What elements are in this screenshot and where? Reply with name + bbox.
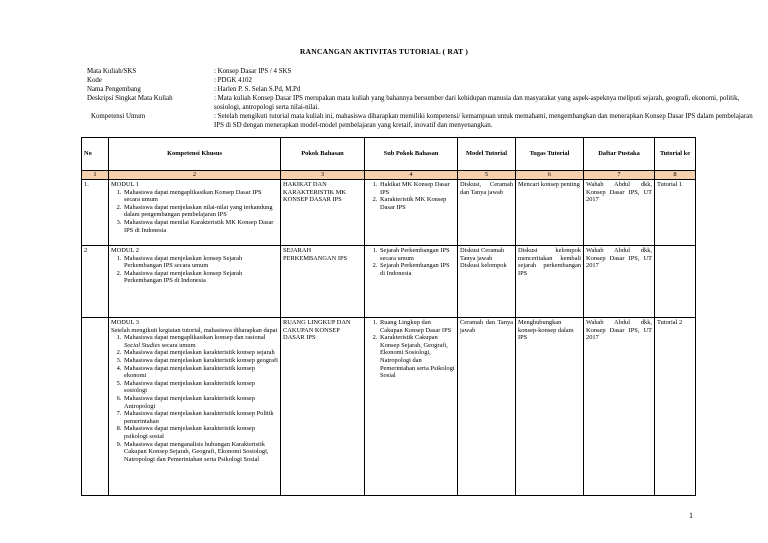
module-title: MODUL 2 — [111, 247, 139, 254]
model-tutorial-cell: Diskusi, Ceramah dan Tanya jawab — [458, 180, 516, 246]
sub-topic-list — [367, 319, 455, 380]
list-item: 2. Mahasiswa dapat menjelaskan karakteristik konsep sejarah — [123, 349, 278, 357]
header-pokok-bahasan: Pokok Bahasan — [281, 138, 365, 171]
model-tutorial-cell: Diskusi Ceramah Tanya jawab Diskusi kelompok — [458, 246, 516, 318]
row-no: 2 — [82, 246, 109, 318]
list-item: 9. Mahasiswa dapat menganalisis hubungan Karakteristik Cakupan Konsep Sejarah, Geografi, Ekonomi Sosiologi, Natropologi dan Pemerintahan serta Psikologi Sosial — [123, 441, 278, 464]
column-number: 5 — [458, 171, 516, 180]
tugas-tutorial-cell: Mencari konsep penting — [516, 180, 584, 246]
module-title: MODUL 1 — [111, 181, 139, 188]
sub-topic-list — [367, 247, 455, 277]
tutorial-ke-cell: Tutorial 2 — [655, 318, 696, 496]
meta-label: Kompetensi Umum — [91, 113, 146, 120]
meta-label: Nama Pengembang — [87, 86, 141, 93]
list-item: 2. Sejarah Perkembangan IPS di Indonesia — [379, 262, 455, 277]
column-number: 8 — [655, 171, 696, 180]
table-header-row — [82, 138, 696, 171]
list-item: 3. Mahasiswa dapat menjelaskan karakteristik konsep geografi — [123, 357, 278, 365]
document-title: RANCANGAN AKTIVITAS TUTORIAL ( RAT ) — [299, 47, 469, 56]
sub-topic-list — [367, 181, 455, 211]
list-item: 4. Mahasiswa dapat menjelaskan karakteristik konsep ekonomi — [123, 365, 278, 380]
list-item: 5. Mahasiswa dapat menjelaskan karakteristik konsep sosiologi — [123, 380, 278, 395]
tutorial-ke-cell — [655, 246, 696, 318]
list-item: 1. Mahasiswa dapat menjelaskan konsep Sejarah Perkembangan IPS secara umum — [123, 255, 278, 270]
list-item: 2. Mahasiswa dapat menjelaskan nilai-nilai yang terkandung dalam pengembangan pembelajaran IPS — [123, 204, 278, 219]
competence-list — [111, 255, 278, 285]
meta-value: : Mata kuliah Konsep Dasar IPS merupakan mata kuliah yang bahannya bersumber dari kehidupan manusia dan masyarakat yang aspek-aspeknya meliputi sejarah, geografi, ekonomi, politik, sosiologi, antropologi serta nilai-nilai. — [214, 95, 740, 111]
header-tugas-tutorial: Tugas Tutorial — [516, 138, 584, 171]
column-number: 1 — [82, 171, 109, 180]
daftar-pustaka-cell: Wahab Abdul dkk, Konsep Dasar IPS, UT 2017 — [584, 246, 655, 318]
column-number: 2 — [109, 171, 281, 180]
pokok-bahasan-cell: RUANG LINGKUP DAN CAKUPAN KONSEP DASAR IPS — [281, 318, 365, 496]
meta-label: Mata Kuliah/SKS — [87, 68, 137, 75]
kompetensi-khusus-cell — [109, 318, 281, 496]
meta-value: : Konsep Dasar IPS / 4 SKS — [214, 68, 292, 75]
competence-list — [111, 189, 278, 235]
column-number: 7 — [584, 171, 655, 180]
list-item: 1. Mahasiswa dapat mengaplikasikan Konsep Dasar IPS secara umum — [123, 189, 278, 204]
sub-pokok-cell — [365, 246, 458, 318]
list-item: 2. Karakteristik MK Konsep Dasar IPS — [379, 196, 455, 211]
column-number: 3 — [281, 171, 365, 180]
kompetensi-khusus-cell — [109, 246, 281, 318]
table-row — [82, 318, 696, 496]
module-title: MODUL 3 — [111, 319, 139, 326]
list-item: 1. Hakikat MK Konsep Dasar IPS — [379, 181, 455, 196]
meta-value: : Setelah mengikuti tutorial mata kuliah ini, mahasiswa diharapkan memiliki kompetensi/ kemampuan untuk memahami, mengembangkan dan menerapkan Konsep Dasar IPS dalam pembelajaran IPS di SD dengan menerapkan model-model pembelajaran yang kretaif, inovatif dan menyenangkan. — [214, 113, 753, 129]
tugas-tutorial-cell: Menghubungkan konsep-konsep dalam IPS — [516, 318, 584, 496]
rat-table — [81, 137, 696, 496]
column-number: 4 — [365, 171, 458, 180]
list-item: 1. Ruang Lingkup dan Cakupan Konsep Dasar IPS — [379, 319, 455, 334]
row-no: 1. — [82, 180, 109, 246]
sub-pokok-cell — [365, 180, 458, 246]
meta-value: : PDGK 4102 — [214, 77, 252, 84]
table-row — [82, 180, 696, 246]
pokok-bahasan-cell: SEJARAH PERKEMBANGAN IPS — [281, 246, 365, 318]
header-model-tutorial: Model Tutorial — [458, 138, 516, 171]
daftar-pustaka-cell: Wahab Abdul dkk, Konsep Dasar IPS, UT 2017 — [584, 180, 655, 246]
meta-label: Kode — [87, 77, 102, 84]
list-item: 2. Karakteristik Cakupan Konsep Sejarah, Geografi, Ekonomi Sosiologi, Natropologi dan Pemerintahan serta Psikologi Sosial — [379, 334, 455, 380]
sub-pokok-cell — [365, 318, 458, 496]
table-row — [82, 246, 696, 318]
list-item: 8. Mahasiswa dapat menjelaskan karakteristik konsep psikologi sosial — [123, 425, 278, 440]
header-kompetensi-khusus: Kompetensi Khusus — [109, 138, 281, 171]
list-item: 6. Mahasiswa dapat menjelaskan karakteristik konsep Antropologi — [123, 395, 278, 410]
column-number: 6 — [516, 171, 584, 180]
meta-value: : Harlen P. S. Selan S.Pd, M.Pd — [214, 86, 301, 93]
header-tutorial-ke: Tutorial ke — [655, 138, 696, 171]
row-no — [82, 318, 109, 496]
column-number-row — [82, 171, 696, 180]
list-item: 1. Mahasiswa dapat mengaplikasikan konsep dan rasional Social Studies secara umum — [123, 334, 278, 349]
page-number: 1 — [689, 511, 693, 520]
meta-label: Deskripsi Singkat Mata Kuliah — [87, 95, 173, 102]
model-tutorial-cell: Ceramah dan Tanya jawab — [458, 318, 516, 496]
tutorial-ke-cell: Tutorial 1 — [655, 180, 696, 246]
competence-list — [111, 334, 278, 463]
header-no: No — [82, 138, 109, 171]
kompetensi-khusus-cell — [109, 180, 281, 246]
list-item: 3. Mahasiswa dapat menilai Karakteristik MK Konsep Dasar IPS di Indonesia — [123, 219, 278, 234]
list-item: 7. Mahasiswa dapat menjelaskan karakteristik konsep Politik pemerintahan — [123, 410, 278, 425]
header-sub-pokok-bahasan: Sub Pokok Bahasan — [365, 138, 458, 171]
header-daftar-pustaka: Daftar Pustaka — [584, 138, 655, 171]
list-item: 2. Mahasiswa dapat menjelaskan konsep Sejarah Perkembangan IPS di Indonesia — [123, 270, 278, 285]
list-item: 1. Sejarah Perkembangan IPS secara umum — [379, 247, 455, 262]
pokok-bahasan-cell: HAKIKAT DAN KARAKTERISTIK MK KONSEP DASAR IPS — [281, 180, 365, 246]
tugas-tutorial-cell: Diskusi kelompok menceritakan kembali sejarah perkembangan IPS — [516, 246, 584, 318]
daftar-pustaka-cell: Wahab Abdul dkk, Konsep Dasar IPS, UT 2017 — [584, 318, 655, 496]
module-intro: Setelah mengikuti kegiatan tutorial, mahasiswa diharapkan dapat — [111, 326, 278, 334]
